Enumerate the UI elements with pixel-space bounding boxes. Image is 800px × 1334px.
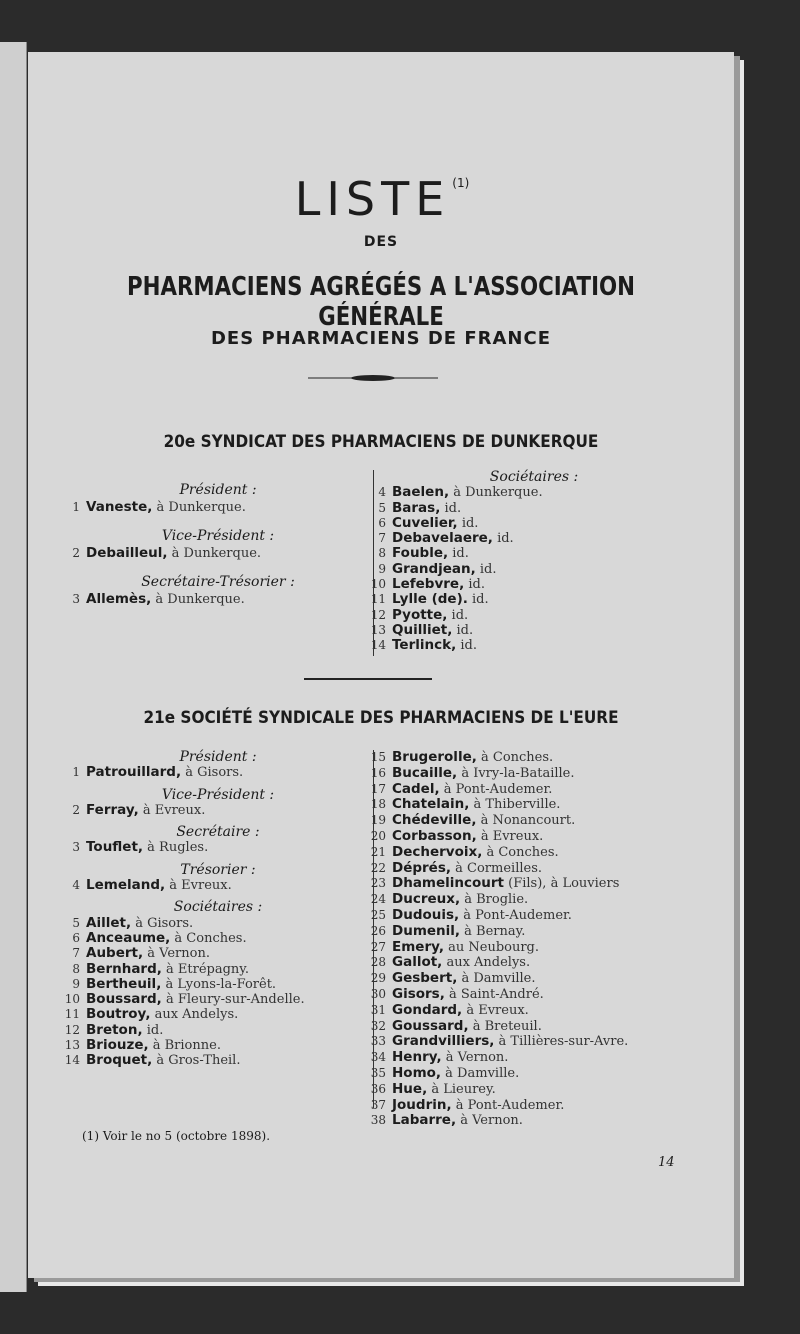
member-location: à Evreux.	[462, 1002, 529, 1018]
member-name: Grandjean,	[392, 560, 476, 577]
member-location: id.	[475, 561, 497, 577]
previous-page-edge	[0, 42, 27, 1292]
member-name: Allemès,	[86, 591, 152, 607]
member-entry	[58, 803, 378, 818]
member-entry	[364, 750, 724, 766]
entry-number: 19	[370, 813, 386, 828]
member-entry	[364, 908, 724, 924]
member-location: id.	[447, 607, 469, 623]
member-entry	[364, 987, 724, 1003]
role-label: Secrétaire :	[176, 824, 260, 841]
member-name: Boussard,	[86, 991, 162, 1008]
member-name: Breton,	[86, 1021, 143, 1038]
entry-number: 21	[370, 844, 386, 859]
main-heading: PHARMACIENS AGRÉGÉS A L'ASSOCIATION GÉNÉRALE	[127, 272, 635, 332]
member-location: à Dunkerque.	[152, 500, 246, 515]
member-entry	[58, 545, 378, 562]
member-name: Emery,	[392, 938, 444, 955]
role-label: Vice-Président :	[161, 786, 275, 803]
entry-number: 33	[370, 1034, 386, 1049]
member-location: à Gisors.	[131, 915, 194, 931]
member-name: Déprés,	[392, 859, 452, 876]
entry-number: 8	[72, 961, 80, 976]
member-name: Ferray,	[86, 801, 139, 818]
role-label: Président :	[179, 482, 257, 498]
member-location: (Fils), à Louviers	[504, 876, 620, 892]
member-entry	[58, 1023, 378, 1038]
entry-number: 32	[370, 1018, 386, 1033]
member-entry	[364, 845, 724, 861]
member-name: Baelen,	[392, 484, 450, 501]
member-location: à Ivry-la-Bataille.	[457, 765, 575, 781]
member-location: id.	[142, 1022, 164, 1038]
entry-number: 6	[72, 930, 80, 945]
member-entry	[364, 955, 724, 971]
member-name: Boutroy,	[86, 1006, 151, 1023]
entry-number: 34	[370, 1050, 386, 1065]
member-location: à Vernon.	[143, 946, 210, 962]
entry-number: 12	[370, 607, 386, 622]
member-entry	[364, 813, 724, 829]
member-name: Corbasson,	[392, 827, 477, 844]
member-location: à Gros-Theil.	[152, 1053, 241, 1069]
member-location: à Tillières-sur-Avre.	[494, 1034, 629, 1050]
member-entry	[364, 1050, 724, 1066]
member-entry	[364, 940, 724, 956]
member-entry	[364, 1003, 724, 1019]
member-name: Bertheuil,	[86, 975, 162, 992]
member-entry	[364, 485, 704, 500]
entry-number: 7	[72, 946, 80, 961]
member-name: Ducreux,	[392, 891, 461, 908]
role-label: Sociétaires :	[489, 469, 579, 485]
entry-number: 20	[370, 828, 386, 843]
member-location: id.	[467, 592, 489, 608]
member-location: à Nonancourt.	[476, 813, 576, 829]
member-entry	[58, 1038, 378, 1053]
member-location: id.	[452, 622, 474, 638]
member-entry	[58, 1053, 378, 1068]
section-title-dunkerque: 20e SYNDICAT DES PHARMACIENS DE DUNKERQUE	[163, 432, 599, 452]
member-entry	[58, 992, 378, 1007]
member-location: à Damville.	[441, 1065, 520, 1081]
member-name: Cuvelier,	[392, 514, 458, 531]
entry-number: 36	[370, 1081, 386, 1096]
member-location: à Conches.	[482, 844, 559, 860]
member-name: Lylle (de).	[392, 591, 468, 608]
member-location: à Lyons-la-Forêt.	[161, 976, 277, 992]
member-name: Debavelaere,	[392, 530, 493, 547]
entry-number: 13	[370, 622, 386, 637]
member-entry	[364, 1098, 724, 1114]
member-name: Gondard,	[392, 1001, 463, 1018]
member-name: Briouze,	[86, 1037, 149, 1054]
member-location: id.	[456, 638, 477, 654]
member-entry	[364, 829, 724, 845]
member-entry	[364, 577, 704, 592]
sub-heading: DES PHARMACIENS DE FRANCE	[210, 328, 552, 349]
member-location: à Conches.	[476, 750, 554, 765]
member-name: Homo,	[392, 1064, 442, 1081]
member-entry	[364, 516, 704, 531]
member-name: Touflet,	[86, 839, 144, 856]
member-entry	[364, 924, 724, 940]
member-name: Gesbert,	[392, 970, 458, 987]
ornament-divider	[308, 374, 438, 382]
member-name: Chédeville,	[392, 812, 477, 829]
member-entry	[364, 892, 724, 908]
section2-left-column	[58, 750, 378, 1069]
member-location: à Conches.	[170, 930, 247, 946]
entry-number: 26	[370, 923, 386, 938]
member-entry	[364, 531, 704, 546]
member-name: Patrouillard,	[86, 764, 182, 781]
member-entry	[364, 1034, 724, 1050]
entry-number: 6	[378, 515, 386, 530]
member-entry	[364, 1066, 724, 1082]
member-name: Chatelain,	[392, 796, 470, 813]
member-entry	[364, 608, 704, 623]
member-location: aux Andelys.	[150, 1007, 239, 1023]
section2-right-column	[364, 750, 724, 1129]
member-location: à Evreux.	[476, 828, 544, 844]
member-name: Gisors,	[392, 985, 445, 1002]
member-entry	[364, 501, 704, 516]
member-entry	[364, 1082, 724, 1098]
member-location: à Damville.	[457, 971, 536, 987]
member-location: à Fleury-sur-Andelle.	[161, 992, 305, 1008]
member-entry	[364, 562, 704, 577]
entry-number: 25	[370, 907, 386, 922]
member-entry	[364, 876, 724, 892]
role-label: Secrétaire-Trésorier :	[141, 574, 295, 590]
entry-number: 38	[370, 1113, 386, 1128]
member-name: Dudouis,	[392, 906, 460, 923]
entry-number: 28	[370, 955, 386, 970]
member-location: à Rugles.	[143, 840, 209, 856]
member-location: id.	[440, 500, 462, 516]
entry-number: 2	[72, 546, 80, 560]
page-number: 14	[658, 1155, 675, 1170]
page-title	[28, 172, 734, 226]
member-name: Labarre,	[392, 1112, 457, 1129]
member-location: à Gisors.	[181, 765, 244, 781]
entry-number: 3	[72, 840, 80, 855]
member-location: id.	[457, 515, 479, 531]
member-location: à Evreux.	[138, 802, 206, 818]
member-name: Aillet,	[86, 914, 132, 931]
member-entry	[58, 840, 378, 855]
member-location: à Pont-Audemer.	[451, 1097, 565, 1113]
member-name: Grandvilliers,	[392, 1033, 495, 1050]
member-name: Lemeland,	[86, 877, 166, 894]
member-entry	[364, 782, 724, 798]
member-location: à Lieurey.	[427, 1081, 496, 1097]
entry-number: 35	[370, 1065, 386, 1080]
member-name: Broquet,	[86, 1052, 153, 1069]
section-divider	[304, 678, 432, 680]
member-name: Cadel,	[392, 780, 440, 797]
member-location: à Dunkerque.	[449, 485, 543, 501]
member-name: Baras,	[392, 499, 441, 516]
entry-number: 23	[370, 876, 386, 891]
member-name: Dechervoix,	[392, 843, 483, 860]
member-name: Vaneste,	[86, 499, 153, 515]
entry-number: 22	[370, 860, 386, 875]
role-label: Sociétaires :	[173, 899, 263, 916]
entry-number: 18	[370, 797, 386, 812]
member-location: id.	[464, 577, 485, 593]
member-entry	[364, 1113, 724, 1129]
member-entry	[58, 591, 378, 608]
entry-number: 11	[64, 1007, 80, 1022]
member-location: à Brionne.	[148, 1038, 221, 1054]
entry-number: 4	[378, 485, 386, 500]
entry-number: 11	[370, 592, 386, 607]
member-name: Henry,	[392, 1049, 442, 1066]
member-entry	[58, 946, 378, 961]
member-location: à Breteuil.	[468, 1018, 542, 1034]
entry-number: 10	[64, 992, 80, 1007]
member-name: Bernhard,	[86, 960, 162, 977]
entry-number: 9	[72, 976, 80, 991]
member-location: à Vernon.	[456, 1113, 523, 1129]
member-name: Anceaume,	[86, 929, 171, 946]
member-entry	[364, 971, 724, 987]
role-label: Trésorier :	[180, 861, 256, 878]
entry-number: 14	[64, 1053, 80, 1068]
title-text: LISTE	[294, 172, 451, 226]
member-location: à Cormeilles.	[451, 860, 543, 876]
member-entry	[364, 861, 724, 877]
entry-number: 27	[370, 939, 386, 954]
member-entry	[364, 1019, 724, 1035]
section1-right-column	[364, 470, 704, 654]
member-entry	[58, 1007, 378, 1022]
section1-left-column	[58, 482, 378, 608]
member-location: à Etrépagny.	[161, 961, 250, 977]
member-name: Quilliet,	[392, 621, 453, 638]
entry-number: 7	[378, 531, 386, 546]
entry-number: 1	[72, 500, 80, 514]
entry-number: 4	[72, 878, 80, 893]
member-entry	[58, 931, 378, 946]
entry-number: 8	[378, 546, 386, 561]
entry-number: 24	[370, 892, 386, 907]
member-name: Lefebvre,	[392, 576, 465, 593]
role-label: Vice-Président :	[161, 528, 275, 544]
member-name: Gallot,	[392, 954, 443, 971]
member-entry	[58, 962, 378, 977]
entry-number: 31	[370, 1002, 386, 1017]
member-location: à Vernon.	[441, 1050, 509, 1066]
member-entry	[58, 977, 378, 992]
member-entry	[58, 878, 378, 893]
member-location: à Pont-Audemer.	[459, 907, 572, 923]
member-entry	[364, 623, 704, 638]
member-location: à Broglie.	[460, 892, 529, 908]
member-name: Bucaille,	[392, 764, 458, 781]
member-name: Joudrin,	[392, 1096, 452, 1113]
entry-number: 30	[370, 986, 386, 1001]
member-name: Pyotte,	[392, 606, 448, 623]
entry-number: 17	[370, 781, 386, 796]
member-location: au Neubourg.	[443, 939, 540, 955]
entry-number: 1	[72, 765, 80, 780]
member-location: à Evreux.	[165, 878, 232, 894]
member-entry	[364, 766, 724, 782]
member-entry	[58, 499, 378, 516]
member-name: Dumenil,	[392, 922, 461, 939]
member-entry	[364, 592, 704, 607]
member-location: à Thiberville.	[469, 797, 561, 813]
member-name: Goussard,	[392, 1017, 469, 1034]
member-location: id.	[448, 546, 469, 562]
document-page	[28, 52, 734, 1278]
entry-number: 15	[370, 750, 386, 764]
member-location: à Pont-Audemer.	[439, 781, 553, 797]
footnote: (1) Voir le no 5 (octobre 1898).	[82, 1129, 271, 1143]
section-title-eure: 21e SOCIÉTÉ SYNDICALE DES PHARMACIENS DE L'EURE	[143, 708, 619, 728]
member-entry	[364, 638, 704, 653]
entry-number: 29	[370, 971, 386, 986]
title-connector: DES	[363, 234, 399, 250]
member-name: Aubert,	[86, 945, 144, 962]
entry-number: 13	[64, 1038, 80, 1053]
member-entry	[364, 546, 704, 561]
entry-number: 12	[64, 1022, 80, 1037]
entry-number: 14	[370, 638, 386, 653]
member-location: aux Andelys.	[442, 955, 531, 971]
entry-number: 16	[370, 765, 386, 780]
member-name: Debailleul,	[86, 545, 168, 561]
member-location: à Dunkerque.	[167, 546, 262, 561]
member-location: à Bernay.	[460, 923, 526, 939]
entry-number: 2	[72, 802, 80, 817]
member-name: Brugerolle,	[392, 749, 477, 765]
entry-number: 5	[378, 500, 386, 515]
entry-number: 9	[378, 561, 386, 576]
title-footnote-mark: (1)	[452, 176, 470, 190]
member-entry	[58, 765, 378, 780]
role-label: Président :	[179, 749, 257, 765]
member-location: à Dunkerque.	[151, 592, 245, 607]
entry-number: 37	[370, 1097, 386, 1112]
member-entry	[58, 916, 378, 931]
member-name: Hue,	[392, 1080, 428, 1097]
member-location: id.	[492, 531, 514, 547]
member-location: à Saint-André.	[444, 986, 544, 1002]
member-entry	[364, 797, 724, 813]
member-name: Dhamelincourt	[392, 875, 505, 892]
entry-number: 3	[72, 592, 80, 606]
member-name: Fouble,	[392, 545, 449, 562]
entry-number: 10	[370, 577, 386, 592]
entry-number: 5	[72, 915, 80, 930]
member-name: Terlinck,	[392, 637, 457, 654]
